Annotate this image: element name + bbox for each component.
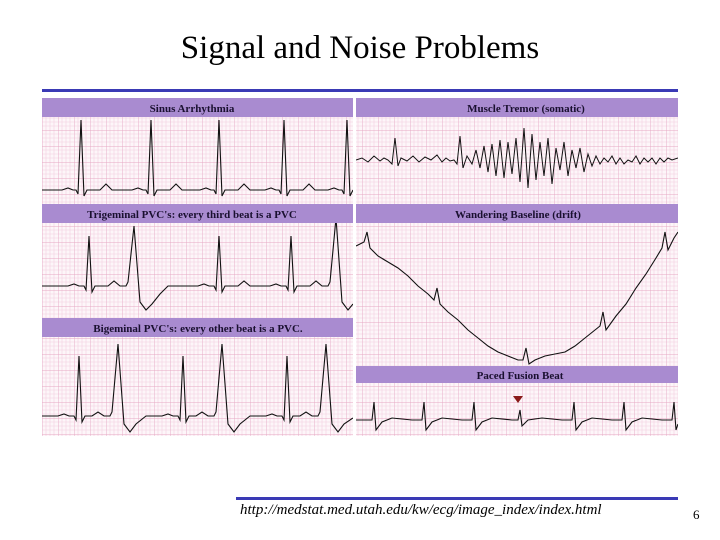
ecg-figure <box>42 98 678 436</box>
slide-title: Signal and Noise Problems <box>180 30 540 66</box>
grid-wandering <box>356 223 678 366</box>
bottom-rule <box>236 497 678 500</box>
top-rule <box>42 89 678 92</box>
panel-label-paced: Paced Fusion Beat <box>476 370 564 382</box>
panel-label-wandering: Wandering Baseline (drift) <box>455 209 581 221</box>
panel-label-trigeminal: Trigeminal PVC's: every third beat is a PVC <box>87 209 297 221</box>
grid-sinus <box>42 117 353 204</box>
grid-paced <box>356 383 678 436</box>
grid-bigeminal <box>42 337 353 436</box>
page-number: 6 <box>693 507 700 522</box>
panel-label-bigeminal: Bigeminal PVC's: every other beat is a PVC. <box>93 323 303 335</box>
panel-label-tremor: Muscle Tremor (somatic) <box>467 103 585 115</box>
panel-label-sinus: Sinus Arrhythmia <box>149 103 235 115</box>
source-url: http://medstat.med.utah.edu/kw/ecg/image_index/index.html <box>240 502 602 518</box>
